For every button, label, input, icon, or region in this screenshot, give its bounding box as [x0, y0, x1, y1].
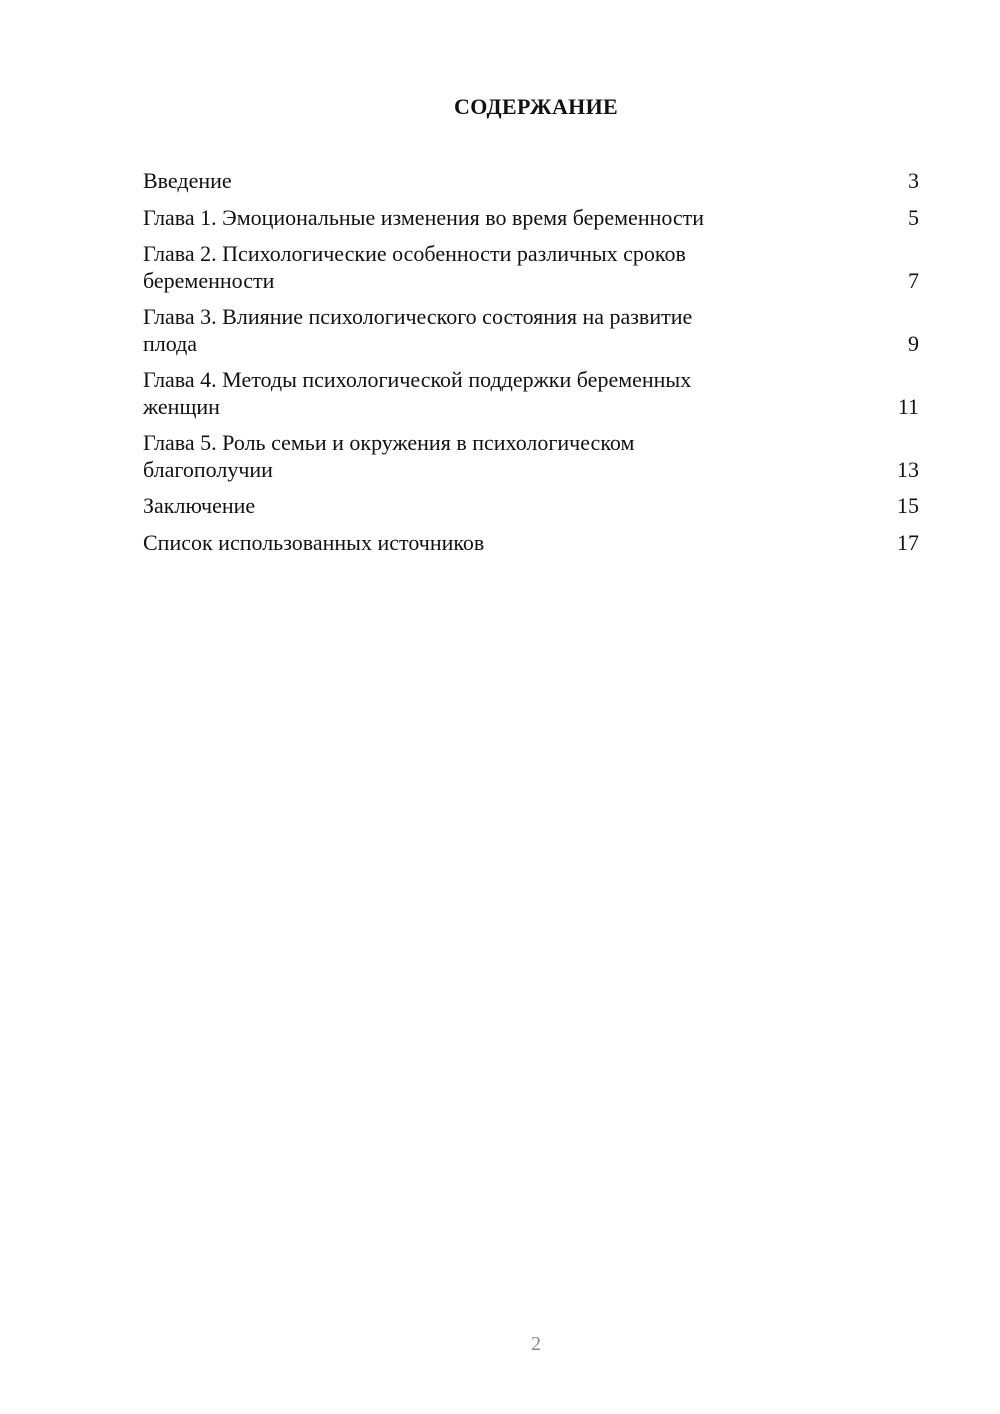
- toc-entry-title: Заключение: [143, 493, 256, 518]
- toc-entry-title: Глава 3. Влияние психологического состояния на развитие плода: [143, 304, 693, 356]
- toc-entry-page-number: 13: [897, 456, 919, 482]
- toc-entry-page-number: 7: [908, 267, 919, 293]
- toc-entry-introduction[interactable]: [143, 168, 919, 195]
- toc-entry-page-number: 17: [897, 529, 919, 555]
- toc-entry-conclusion[interactable]: [143, 493, 919, 520]
- toc-entry-page-number: 5: [908, 204, 919, 230]
- toc-entry-page-number: 3: [908, 168, 919, 193]
- toc-entry-chapter-3[interactable]: [143, 304, 919, 357]
- toc-entry-page-number: 11: [897, 393, 919, 419]
- toc-entry-references[interactable]: [143, 530, 919, 557]
- toc-entry-title: Глава 4. Методы психологической поддержки беременных женщин: [143, 367, 692, 419]
- toc-entry-chapter-2[interactable]: [143, 241, 919, 294]
- toc-entry-title: Глава 2. Психологические особенности различных сроков беременности: [143, 241, 686, 293]
- toc-entry-title: Введение: [143, 168, 232, 193]
- toc-title: СОДЕРЖАНИЕ: [454, 94, 618, 119]
- toc-entry-chapter-1[interactable]: [143, 205, 919, 232]
- toc-entry-title: Список использованных источников: [143, 529, 485, 555]
- table-of-contents: [143, 168, 919, 566]
- toc-entry-page-number: 9: [908, 330, 919, 356]
- toc-entry-title: Глава 5. Роль семьи и окружения в психологическом благополучии: [143, 430, 635, 482]
- page-number: 2: [531, 1333, 541, 1355]
- toc-entry-title: Глава 1. Эмоциональные изменения во время беременности: [143, 204, 705, 230]
- toc-entry-chapter-4[interactable]: [143, 367, 919, 420]
- toc-entry-page-number: 15: [897, 493, 919, 518]
- toc-entry-chapter-5[interactable]: [143, 430, 919, 483]
